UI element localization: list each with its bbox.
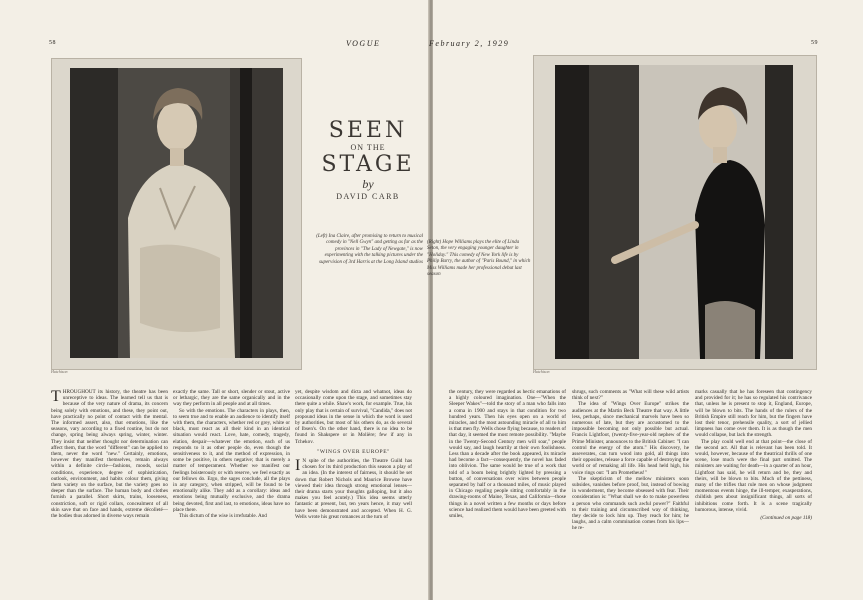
continued-note: (Continued on page 118) <box>760 515 812 522</box>
running-head: VOGUE <box>346 39 381 48</box>
portrait-photo-ina-claire <box>70 68 283 358</box>
paragraph: I N spite of the authorities, the Theatre Guild has chosen for its third production this season a play of an idea. (In the interest of fairness, it should be set down that Robert Nichols and Maurice Browne have viewed their idea through strong emotional lenses—their drama starts your thoughts galloping, but it also makes you feel acutely.) This idea seems utterly fantastic at present, but, ten years hence, it may well have been demonstrated and accepted. When H. G. Wells wrote his great romances at the turn of <box>295 457 412 520</box>
paragraph: The play could well end at that point—the close of the second act. All that is relevant has been told. It would, however, because of the theatrical thrills of one scene, lose much were the final part omitted. The ministers are waiting for death—in a quarter of an hour, Lightfoot has said, he will return and be, they and theirs, will be blown to bits. Much of the pettiness, many of the trifles that rule men on whose judgment momentous events hinge, the ill-temper, exasperations, childish pets about insignificant things, all sorts of inhibitions come forth. It is a scene tragically humorous, intense, vivid. <box>695 438 812 513</box>
photo-credit: Hutchison <box>533 369 550 374</box>
drop-cap: I <box>295 457 301 475</box>
page-number: 58 <box>49 40 56 46</box>
paragraph: The skepticism of the mellow ministers soon subsides, vanishes before proof, but, instead of bowing in wonderment, they become obsessed with fear. Their consideration is: "What shall we do to make powerless a person who commands such awful power?" Faithful to their training and circumscribed way of thinking, they decide to lock him up. They reach for him; he laughs, and a calm commination comes from his lips—he re- <box>572 475 689 532</box>
page-number: 59 <box>811 40 818 46</box>
author-name: DAVID CARB <box>336 192 400 201</box>
drop-cap: T <box>51 388 61 405</box>
left-page <box>0 0 429 600</box>
text-column-6 <box>695 389 812 521</box>
title-on-the: ON THE <box>350 143 386 152</box>
paragraph: THROUGHOUT its history, the theatre has been unreceptive to ideas. The learned tell us that is because of the very nature of drama, its concern being solely with emotions, and these, they point out, have practically no point of contact with the mental. The informed assert, also, that emotions, like the seasons, vary according to a fixed routine, but do not change, spring being always spring, winter, winter. They insist that neither thought nor determination can affect them, that the word "different" can be applied to them, never the word "new." Certainly, emotions, however they manifest themselves, remain always within a definite circle—fashions, moods, social conditions, experience, degree of sophistication, outlook, environment, and habits colour them, giving them variety on the surface, but the variety goes no deeper than the surface. The human body and clothes furnish a parallel. Short skirts, trains, looseness, constriction, soft or rigid collars, concealment of all skin save that on face and hands, extreme décolleté—the bodies thus adorned in diverse ways remain <box>51 388 168 520</box>
paragraph: the century, they were regarded as hectic emanations of a highly coloured imagination. One—"When the Sleeper Wakes"—told the story of a man who falls into a coma in 1900 and stays in that condition for two hundred years. Then his eyes open on a world of miracles, and the most astounding miracle of all to him is that men fly. Wells chose flying because, to readers of that day, it seemed the most remote possibility. "Maybe in the Twenty-Second Century men will soar," people would say, and laugh heartily at their own foolishness. Less than a decade after the book appeared, its miracle had become a fact—consequently, the novel has faded into oblivion. The same would be true of a work that told of a boom being brightly lighted by pressing a button, of conversations over wires between people separated by half or a thousand miles, of music played in Chicago regaling people sitting comfortably in the drawing-rooms of Maine, Texas, and California—those things in a novel written a few months or days before science had realized them would have been greeted with smiles, <box>449 389 566 520</box>
text-column-1 <box>51 389 168 519</box>
caption-left: (Left) Ina Claire, after promising to return to musical comedy in "Nell Gwyn" and getting as far as the provinces in "The Lady of Newgate," is now experimenting with the talking pictures under the supervision of 3rd Harris at the Long Island studios <box>316 234 423 265</box>
running-head-date: February 2, 1929 <box>429 39 510 48</box>
paragraph: The idea of "Wings Over Europe" strikes the audiences at the Martin Beck Theatre that way. A little less, perhaps, since mechanical marvels have been so numerous of late, but they are accustomed to the impossible becoming not only possible but actual. Francis Lightfoot, (twenty-five-year-old nephew of the Prime Minister, announces to the British Cabinet: "I can control the energy of the atom." His discovery, he asseverates, can turn wood into gold, all things into their opposites, release a force capable of destroying the world or of remaking all life. His head held high, his voice rings out: "I am Prometheus!" <box>572 401 689 476</box>
paragraph: shrugs, such comments as "What will these wild artists think of next?" <box>572 389 689 402</box>
title-by: by <box>362 177 374 191</box>
photo-credit: Hutchison <box>51 369 68 374</box>
section-subhead: "WINGS OVER EUROPE" <box>316 448 391 455</box>
paragraph: yet, despite wisdom and dicta and whatnot, ideas do occasionally come upon the stage, and sometimes stay there quite a while. Shaw's work, for example. True, his only play that is certain of survival, "Candida," does not propound ideas in the sense in which the word is used by authorities, but most of his others do, as do several of Ibsen's. On the other hand, there is no idea to be found in Shakspere or in Molière; few if any in Tchekov. <box>295 389 412 445</box>
title-stage: STAGE <box>321 152 415 177</box>
portrait-photo-hope-williams <box>555 65 793 359</box>
paragraph: marks casually that he has foreseen that contingency and provided for it; he has so regulated his contrivance that, unless he is present to stop it, England, Europe, will be blown to bits. The hands of the rulers of the British Empire still reach for him, but the fingers have lost their tenor, prehensile quality, a sort of jellied limpness has come over them. It is as though the men would collapse, but lack the strength. <box>695 389 812 439</box>
title-seen: SEEN <box>328 118 408 143</box>
text-column-4 <box>449 389 566 519</box>
text-column-5 <box>572 389 689 532</box>
paragraph: This dictum of the wise is irrefutable. And <box>179 513 267 520</box>
article-title <box>318 118 418 201</box>
text-column-3 <box>295 389 412 520</box>
text-column-2 <box>173 389 290 519</box>
caption-right: (Right) Hope Williams plays the elite of Linda Seton, the very engaging younger daughter in "Holiday." This comedy of New York life is by Philip Barry, the author of "Paris Bound," in which Miss Williams made her professional debut last season <box>427 240 531 278</box>
right-page <box>427 0 863 600</box>
paragraph: So with the emotions. The characters in plays, then, to seem true and to enable an audience to identify itself with them, the characters, whether red or grey, white or black, must react as all their kind in an identical situation would react. Love, hate, comedy, tragedy, elation, despair—whatever the emotion, each of us responds to it as other people do, even though the sensitiveness to it, and the method of expression, in some be positive, in others negative; that is merely a matter of temperament. Whether we manifest our feelings boisterously or with reserve, we feel exactly as our fellows do. Ergo, the sages conclude, all the plays in any category, when stripped, will be found to be emotionally alike. They add as a corollary: ideas and emotions being mutually exclusive, and the drama being devoted, first and last, to emotions, ideas have no place there. <box>173 407 290 513</box>
paragraph: exactly the same. Tall or short, slender or stout, active or lethargic, they are the same organically and in the way they perform in all people and at all times. <box>173 389 290 408</box>
